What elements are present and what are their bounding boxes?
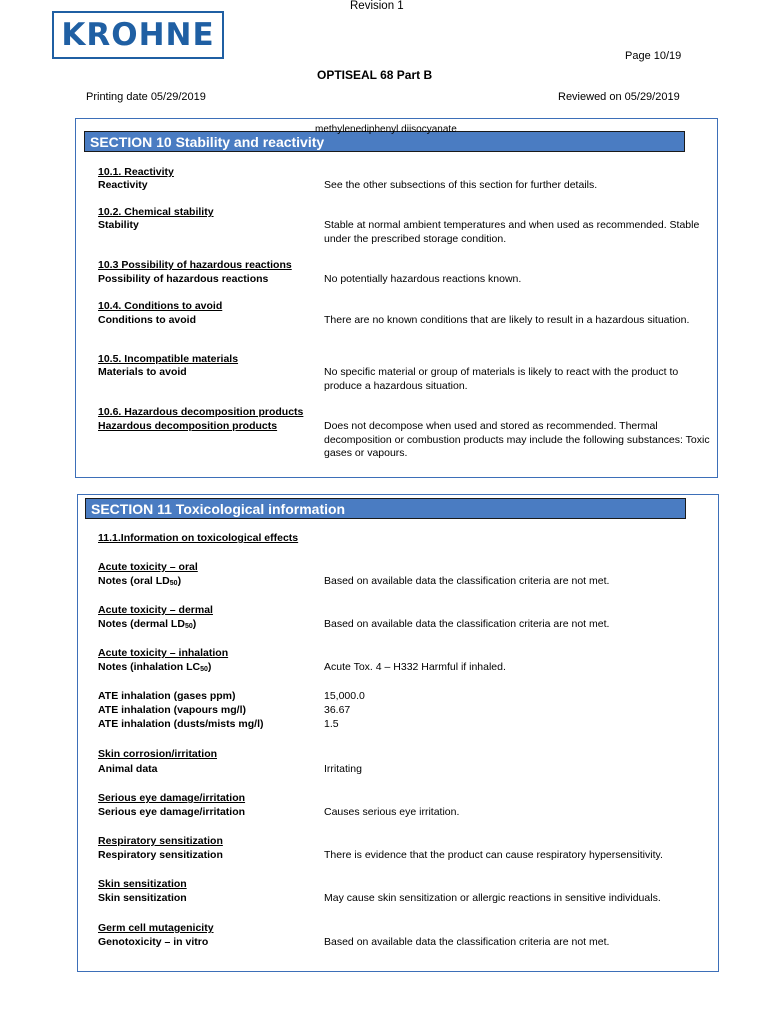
label-hazardous-reactions: Possibility of hazardous reactions: [98, 273, 269, 285]
subheading-skin-corrosion: Skin corrosion/irritation: [98, 748, 218, 760]
value-inhalation-lc50: Acute Tox. 4 – H332 Harmful if inhaled.: [324, 661, 506, 673]
overlap-substance-text: methylenediphenyl diisocyanate: [315, 124, 457, 135]
label-dermal-ld50: Notes (dermal $LD_{50}$): [98, 618, 197, 630]
label-genotoxicity: Genotoxicity – in vitro: [98, 936, 209, 948]
label-respiratory-sensitization: Respiratory sensitization: [98, 849, 223, 861]
value-ate-gases: 15,000.0: [324, 690, 365, 702]
reviewed-date: Reviewed on 05/29/2019: [558, 91, 680, 103]
section-10-header: SECTION 10 Stability and reactivity: [84, 131, 685, 152]
subheading-respiratory-sensitization: Respiratory sensitization: [98, 835, 223, 847]
subheading-hazardous-reactions: 10.3 Possibility of hazardous reactions: [98, 259, 292, 271]
label-oral-ld50: Notes (oral $LD_{50}$): [98, 575, 182, 587]
subheading-acute-oral: Acute toxicity – oral: [98, 561, 198, 573]
label-skin-sensitization: Skin sensitization: [98, 892, 187, 904]
value-ate-dusts: 1.5: [324, 718, 339, 730]
value-oral-ld50: Based on available data the classification criteria are not met.: [324, 575, 610, 587]
value-conditions-to-avoid: There are no known conditions that are likely to result in a hazardous situation.: [324, 314, 690, 326]
value-eye-damage: Causes serious eye irritation.: [324, 806, 460, 818]
label-ate-vapours: ATE inhalation (vapours mg/l): [98, 704, 246, 716]
printing-date: Printing date 05/29/2019: [86, 91, 206, 103]
value-hazardous-reactions: No potentially hazardous reactions known.: [324, 273, 522, 285]
label-materials-to-avoid: Materials to avoid: [98, 366, 187, 378]
label-ate-gases: ATE inhalation (gases ppm): [98, 690, 236, 702]
value-dermal-ld50: Based on available data the classification criteria are not met.: [324, 618, 610, 630]
label-decomposition-products: Hazardous decomposition products: [98, 420, 278, 432]
subheading-chemical-stability: 10.2. Chemical stability: [98, 206, 214, 218]
section-11-header: SECTION 11 Toxicological information: [85, 498, 686, 519]
label-ate-dusts: ATE inhalation (dusts/mists mg/l): [98, 718, 264, 730]
value-reactivity: See the other subsections of this section for further details.: [324, 179, 598, 191]
value-respiratory-sensitization: There is evidence that the product can cause respiratory hypersensitivity.: [324, 849, 663, 861]
label-reactivity: Reactivity: [98, 179, 148, 191]
revision-label: Revision 1: [350, 0, 404, 12]
subheading-conditions-to-avoid: 10.4. Conditions to avoid: [98, 300, 223, 312]
value-genotoxicity: Based on available data the classification criteria are not met.: [324, 936, 610, 948]
subheading-decomposition-products: 10.6. Hazardous decomposition products: [98, 406, 304, 418]
subheading-acute-inhalation: Acute toxicity – inhalation: [98, 647, 229, 659]
label-eye-damage: Serious eye damage/irritation: [98, 806, 246, 818]
page-number: Page 10/19: [625, 50, 682, 62]
subheading-incompatible-materials: 10.5. Incompatible materials: [98, 353, 239, 365]
subheading-eye-damage: Serious eye damage/irritation: [98, 792, 246, 804]
label-inhalation-lc50: Notes (inhalation $LC_{50}$): [98, 661, 212, 673]
subheading-toxicological-effects: 11.1.Information on toxicological effects: [98, 532, 299, 544]
label-conditions-to-avoid: Conditions to avoid: [98, 314, 196, 326]
label-stability: Stability: [98, 219, 139, 231]
subheading-reactivity: 10.1. Reactivity: [98, 166, 174, 178]
value-ate-vapours: 36.67: [324, 704, 351, 716]
value-materials-to-avoid: No specific material or group of materials is likely to react with the product to produce a hazardous situation.: [324, 366, 679, 392]
value-animal-data: Irritating: [324, 763, 362, 775]
value-stability: Stable at normal ambient temperatures and when used as recommended. Stable under the prescribed storage condition.: [324, 219, 700, 245]
label-animal-data: Animal data: [98, 763, 158, 775]
krohne-logo: KROHNE: [52, 11, 224, 59]
value-decomposition-products: Does not decompose when used and stored as recommended. Thermal decomposition or combustion products may include the following substances: Toxic gases or vapours.: [324, 420, 710, 459]
subheading-skin-sensitization: Skin sensitization: [98, 878, 187, 890]
product-name: OPTISEAL 68 Part B: [317, 68, 433, 82]
value-skin-sensitization: May cause skin sensitization or allergic reactions in sensitive individuals.: [324, 892, 661, 904]
subheading-acute-dermal: Acute toxicity – dermal: [98, 604, 213, 616]
subheading-germ-cell-mutagenicity: Germ cell mutagenicity: [98, 922, 214, 934]
